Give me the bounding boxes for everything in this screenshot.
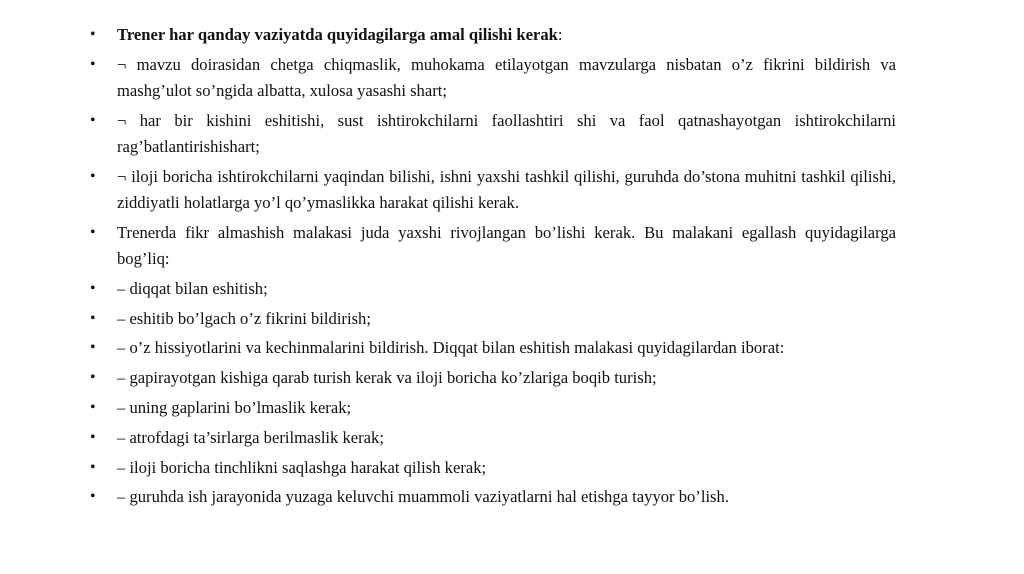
bullet-icon: • (90, 369, 96, 387)
bullet-icon: • (90, 167, 96, 185)
bullet-icon: • (90, 458, 96, 476)
list-item-text: – gapirayotgan kishiga qarab turish kerak va iloji boricha ko’zlariga boqib turish; (117, 368, 657, 388)
list-item (90, 425, 896, 451)
list-item (90, 484, 896, 510)
list-item-text: – o’z hissiyotlarini va kechinmalarini bildirish. Diqqat bilan eshitish malakasi quyidagilardan iborat: (117, 338, 785, 358)
list-item-text: ¬ har bir kishini eshitishi, sust ishtirokchilarni faollashtiri shi va faol qatnashayotgan ishtirokchilarni rag’batlantirishishart; (117, 110, 896, 156)
list-item-text: ¬ mavzu doirasidan chetga chiqmaslik, muhokama etilayotgan mavzularga nisbatan o’z fikrini bildirish va mashg’ulot so’ngida albatta, xulosa yasashi shart; (117, 54, 896, 100)
list-item-text: – atrofdagi ta’sirlarga berilmaslik kerak; (117, 427, 384, 447)
bullet-list (90, 22, 896, 514)
list-item-text: ¬ iloji boricha ishtirokchilarni yaqindan bilishi, ishni yaxshi tashkil qilishi, guruhda do’stona muhitni tashkil qilishi, ziddiyatli holatlarga yo’l qo’ymaslikka harakat qilishi kerak. (117, 166, 896, 212)
list-item-text: – iloji boricha tinchlikni saqlashga harakat qilish kerak; (117, 457, 487, 477)
list-item (90, 455, 896, 481)
list-item (90, 276, 896, 302)
list-item-text: – diqqat bilan eshitish; (117, 278, 268, 298)
list-item (90, 108, 896, 160)
list-item (90, 395, 896, 421)
bullet-icon: • (90, 26, 96, 43)
list-item (90, 335, 896, 361)
list-item (90, 306, 896, 332)
list-item-text: : (557, 25, 563, 44)
bullet-icon: • (90, 339, 96, 357)
bullet-icon: • (90, 488, 96, 506)
bullet-icon: • (90, 279, 96, 297)
list-item (90, 52, 896, 104)
bullet-icon: • (90, 428, 96, 446)
list-item (90, 365, 896, 391)
list-item-text: – guruhda ish jarayonida yuzaga keluvchi muammoli vaziyatlarni hal etishga tayyor bo’lish. (117, 487, 729, 507)
list-item (90, 22, 896, 48)
bullet-icon: • (90, 398, 96, 416)
list-item-text: – uning gaplarini bo’lmaslik kerak; (117, 397, 352, 417)
bullet-icon: • (90, 111, 96, 129)
bullet-icon: • (90, 55, 96, 73)
bullet-icon: • (90, 309, 96, 327)
list-item (90, 220, 896, 272)
bullet-icon: • (90, 223, 96, 241)
list-item (90, 164, 896, 216)
list-item-text: Trenerda fikr almashish malakasi juda yaxshi rivojlangan bo’lishi kerak. Bu malakani egallash quyidagilarga bog’liq: (117, 222, 896, 268)
list-item-text: – eshitib bo’lgach o’z fikrini bildirish; (117, 308, 371, 328)
list-item-bold-text: Trener har qanday vaziyatda quyidagilarga amal qilishi kerak (117, 25, 558, 44)
